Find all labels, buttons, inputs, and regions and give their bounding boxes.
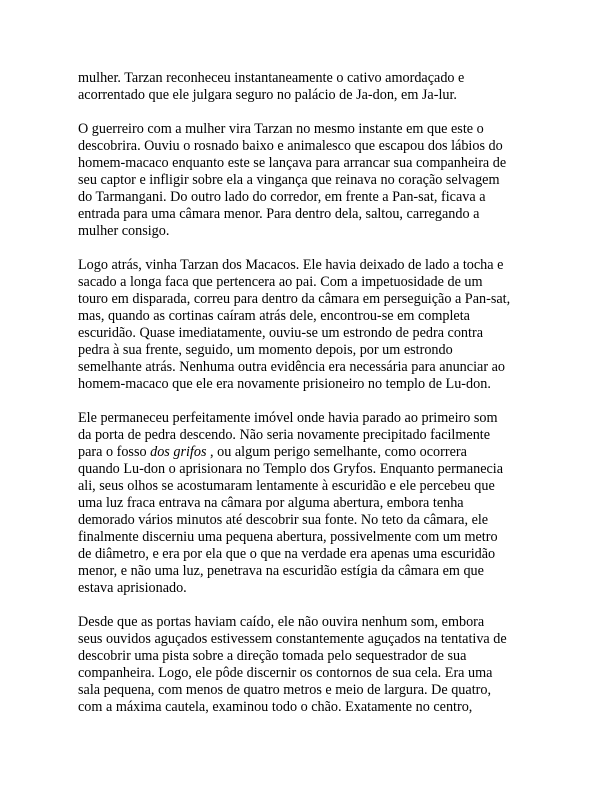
text-line-with-italic [78,444,548,461]
text-line: Desde que as portas haviam caído, ele não ouvira nenhum som, embora [78,614,485,630]
paragraph-4 [78,410,548,597]
text-line: touro em disparada, correu para dentro da câmara em perseguição a Pan-sat, [78,291,511,307]
text-line: O guerreiro com a mulher vira Tarzan no mesmo instante em que este o [78,121,484,137]
text-line: escuridão. Quase imediatamente, ouviu-se um estrondo de pedra contra [78,325,483,341]
italic-text-run: dos grifos [150,444,207,460]
text-run: para o fosso [78,444,151,460]
text-line: mas, quando as cortinas caíram atrás dele, encontrou-se em completa [78,308,470,324]
text-line: Logo atrás, vinha Tarzan dos Macacos. Ele havia deixado de lado a tocha e [78,257,504,273]
text-line: descobrira. Ouviu o rosnado baixo e animalesco que escapou dos lábios do [78,138,503,154]
text-line: seu captor e infligir sobre ela a vingança que reinava no coração selvagem [78,172,500,188]
text-line: descobrir uma pista sobre a direção tomada pelo sequestrador de sua [78,648,467,664]
paragraph-5 [78,614,548,716]
text-line: seus ouvidos aguçados estivessem constantemente aguçados na tentativa de [78,631,507,647]
text-line: de diâmetro, e era por ela que o que na verdade era apenas uma escuridão [78,546,496,562]
document-page [78,70,548,733]
text-line: mulher consigo. [78,223,170,239]
paragraph-1 [78,70,548,104]
text-line: quando Lu-don o aprisionara no Templo dos Gryfos. Enquanto permanecia [78,461,504,477]
paragraph-2 [78,121,548,240]
text-line: finalmente discerniu uma pequena abertura, possivelmente com um metro [78,529,498,545]
text-line: homem-macaco enquanto este se lançava para arrancar sua companheira de [78,155,507,171]
text-line: homem-macaco que ele era novamente prisioneiro no templo de Lu-don. [78,376,491,392]
text-line: Ele permaneceu perfeitamente imóvel onde havia parado ao primeiro som [78,410,498,426]
text-line: acorrentado que ele julgara seguro no palácio de Ja-don, em Ja-lur. [78,87,457,103]
text-line: mulher. Tarzan reconheceu instantaneamente o cativo amordaçado e [78,70,465,86]
text-line: estava aprisionado. [78,580,187,596]
text-line: com a máxima cautela, examinou todo o chão. Exatamente no centro, [78,699,473,715]
text-run: , ou algum perigo semelhante, como ocorrera [206,444,467,460]
text-line: da porta de pedra descendo. Não seria novamente precipitado facilmente [78,427,491,443]
text-line: menor, e não uma luz, penetrava na escuridão estígia da câmara em que [78,563,484,579]
paragraph-3 [78,257,548,393]
text-line: ali, seus olhos se acostumaram lentamente à escuridão e ele percebeu que [78,478,495,494]
text-line: sacado a longa faca que pertencera ao pai. Com a impetuosidade de um [78,274,483,290]
text-line: semelhante atrás. Nenhuma outra evidência era necessária para anunciar ao [78,359,505,375]
text-line: pedra à sua frente, seguido, um momento depois, por um estrondo [78,342,453,358]
text-line: entrada para uma câmara menor. Para dentro dela, saltou, carregando a [78,206,480,222]
text-line: demorado vários minutos até descobrir sua fonte. No teto da câmara, ele [78,512,489,528]
text-line: sala pequena, com menos de quatro metros e meio de largura. De quatro, [78,682,492,698]
text-line: uma luz fraca entrava na câmara por alguma abertura, embora tenha [78,495,464,511]
text-line: do Tarmangani. Do outro lado do corredor, em frente a Pan-sat, ficava a [78,189,486,205]
text-line: companheira. Logo, ele pôde discernir os contornos de sua cela. Era uma [78,665,493,681]
